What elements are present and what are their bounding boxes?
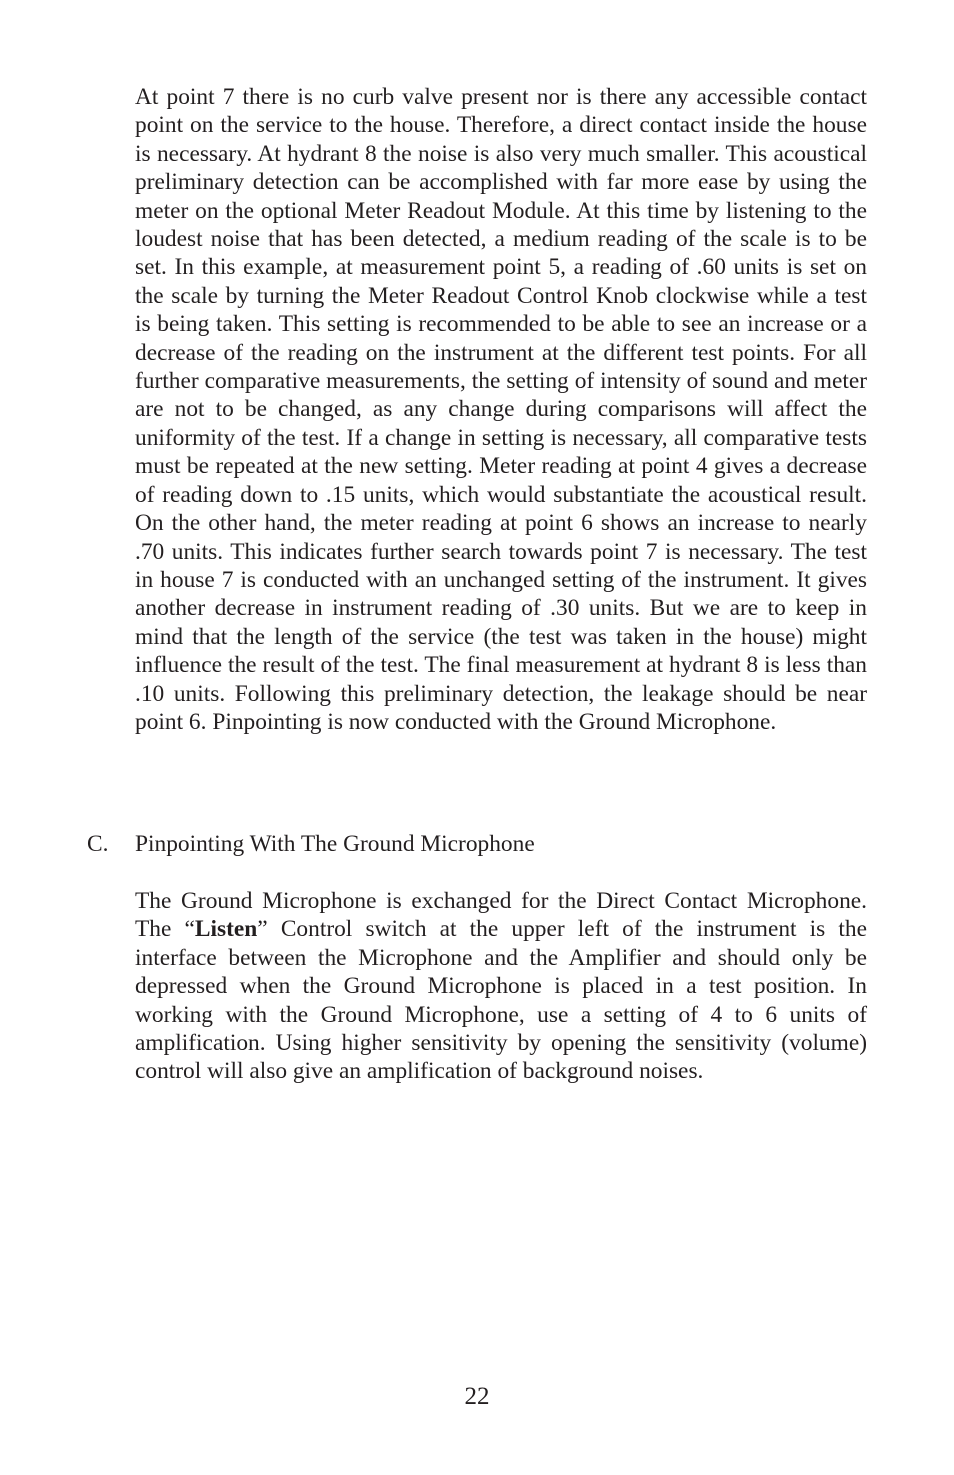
body-paragraph-2 — [135, 887, 867, 1086]
page-number: 22 — [464, 1383, 490, 1410]
section-heading-c — [87, 830, 867, 858]
section-title: Pinpointing With The Ground Microphone — [135, 831, 535, 857]
listen-bold-term: Listen — [194, 916, 258, 943]
section-letter: C. — [87, 831, 109, 857]
paragraph-2-text-start: The Ground Microphone is exchanged for the Direct Contact Microphone. The “ — [135, 888, 867, 943]
body-paragraph-1: At point 7 there is no curb valve present nor is there any accessible contact point on the service to the house. Therefore, a direct contact inside the house is necessary. At hydrant 8 the noise is also very much smaller. This acoustical preliminary detection can be accomplished with far more ease by using the meter on the optional Meter Readout Module. At this time by listening to the loudest noise that has been detected, a medium reading of the scale is to be set. In this example, at measurement point 5, a reading of .60 units is set on the scale by turning the Meter Readout Control Knob clockwise while a test is being taken. This setting is recommended to be able to see an increase or a decrease of the reading on the instrument at the different test points. For all further comparative measurements, the setting of intensity of sound and meter are not to be changed, as any change during comparisons will affect the uniformity of the test. If a change in setting is necessary, all comparative tests must be repeated at the new setting. Meter reading at point 4 gives a decrease of reading down to .15 units, which would substantiate the acoustical result. On the other hand, the meter reading at point 6 shows an increase to nearly .70 units. This indicates further search towards point 7 is necessary. The test in house 7 is conducted with an unchanged setting of the instrument. It gives another decrease in instrument reading of .30 units. But we are to keep in mind that the length of the service (the test was taken in the house) might influence the result of the test. The final measurement at hydrant 8 is less than .10 units. Following this preliminary detection, the leakage should be near point 6. Pinpointing is now conducted with the Ground Microphone. — [135, 84, 867, 735]
paragraph-2-text-end: ” Control switch at the upper left of the instrument is the interface between the Microphone and the Amplifier and should only be depressed when the Ground Microphone is placed in a test position. In working with the Ground Microphone, use a setting of 4 to 6 units of amplification. Using higher sensitivity by opening the sensitivity (volume) control will also give an amplification of background noises. — [135, 916, 867, 1085]
